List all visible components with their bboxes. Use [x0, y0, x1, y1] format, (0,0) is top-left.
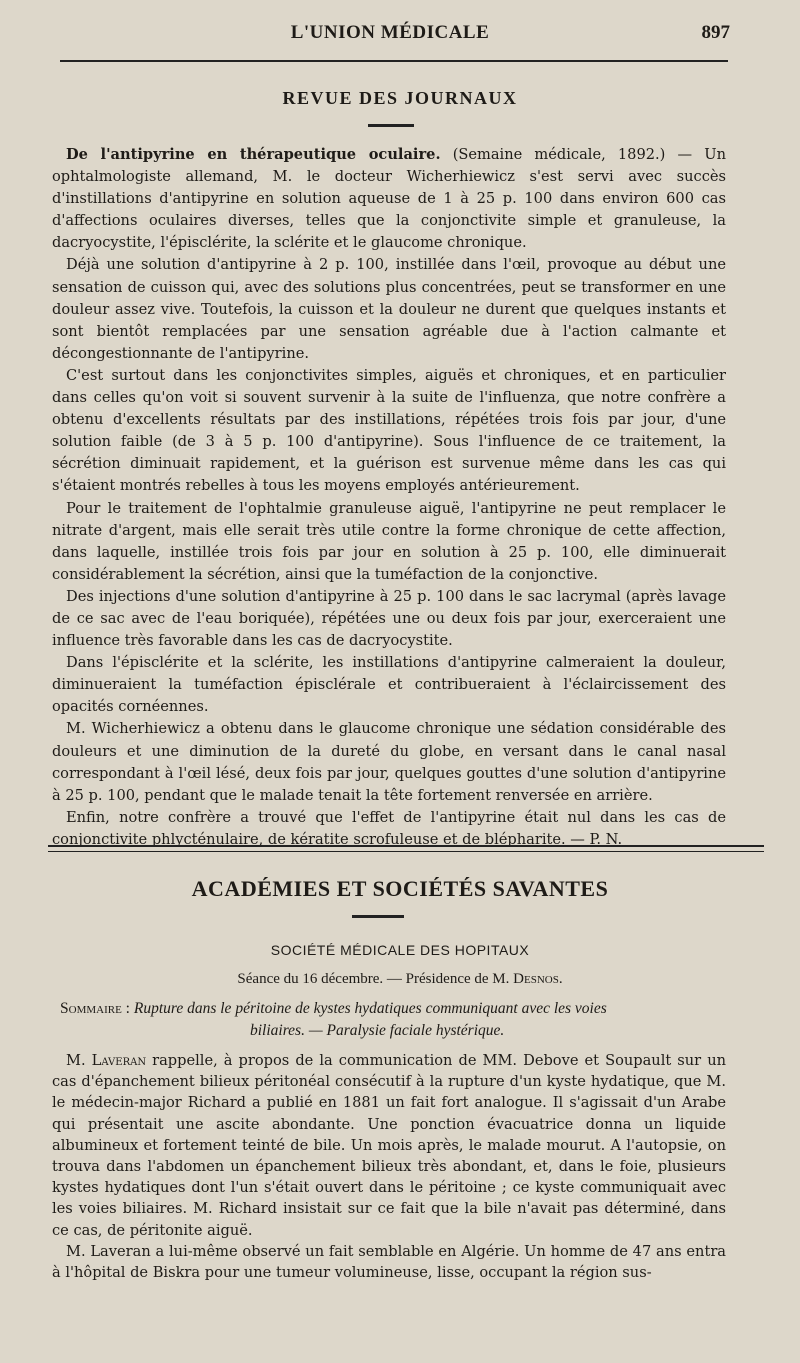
paragraph: M. Laveran a lui-même observé un fait semblable en Algérie. Un homme de 47 ans entra à l'hôpital de Biskra pour une tumeur volumineuse, lisse, occupant la région sus- — [52, 1242, 726, 1282]
paragraph: Dans l'épisclérite et la sclérite, les instillations d'antipyrine calmeraient la douleur, diminueraient la tuméfaction épisclérale et contribueraient à l'éclaircissement des opacités cornéennes. — [52, 654, 726, 716]
paragraph: De l'antipyrine en thérapeutique oculaire. (Semaine médicale, 1892.) — Un ophtalmologiste allemand, M. le docteur Wicherhiewicz s'est servi avec succès d'instillations d'antipyrine en solution aqueuse de 1 à 25 p. 100 dans environ 600 cas d'affections oculaires diverses, telles que la conjonctivite simple et granuleuse, la dacryocystite, l'épisclérite, la sclérite et le glaucome chronique. — [52, 146, 726, 252]
title-rule — [368, 124, 414, 127]
article-antipyrine — [52, 144, 726, 851]
society-name: SOCIÉTÉ MÉDICALE DES HOPITAUX — [270, 942, 530, 958]
session-line: Séance du 16 décembre. — Présidence de M. Desnos. — [237, 971, 563, 987]
paragraph: Déjà une solution d'antipyrine à 2 p. 100, instillée dans l'œil, provoque au début une sensation de cuisson qui, avec des solutions plus concentrées, peut se transformer en une douleur assez vive. Toutefois, la cuisson et la douleur ne durent que quelques instants et sont bientôt remplacées par une sensation agréable due à l'action calmante et décongestionnante de l'antipyrine. — [52, 256, 726, 362]
section-title-academies: ACADÉMIES ET SOCIÉTÉS SAVANTES — [191, 876, 609, 901]
paragraph: M. Wicherhiewicz a obtenu dans le glaucome chronique une sédation considérable des douleurs et une diminution de la dureté du globe, en versant dans le canal nasal correspondant à l'œil lésé, deux fois par jour, quelques gouttes d'une solution d'antipyrine à 25 p. 100, pendant que le malade tenait la tête fortement renversée en arrière. — [52, 720, 726, 804]
summary-label: Sommaire — [60, 1000, 122, 1017]
header-rule — [60, 60, 728, 62]
running-head — [52, 22, 728, 48]
paragraph: Enfin, notre confrère a trouvé que l'effet de l'antipyrine était nul dans les cas de conjonctivite phlycténulaire, de kératite scrofuleuse et de blépharite. — P. N. — [52, 808, 726, 848]
title-rule — [352, 915, 404, 918]
paragraph: M. Laveran rappelle, à propos de la communication de MM. Debove et Soupault sur un cas d'épanchement bilieux péritonéal consécutif à la rupture d'un kyste hydatique, que M. le médecin-major Richard a publié en 1881 un fait fort analogue. Il s'agissait d'un Arabe qui présentait une ascite abondante. Une ponction évacuatrice donna un liquide albumineux et fortement teinté de bile. Un mois après, le malade mourut. A l'autopsie, on trouva dans l'abdomen un épanchement bilieux très abondant, et, dans le foie, plusieurs kystes hydatiques dont l'un s'était ouvert dans le péritoine ; ce kyste communiquait avec les voies biliaires. M. Richard insistait sur ce fait que la bile n'avait pas déterminé, dans ce cas, de péritonite aiguë. — [52, 1052, 726, 1239]
summary: Sommaire : Rupture dans le péritoine de kystes hydatiques communiquant avec les voies biliaires. — Paralysie faciale hystérique. — [60, 998, 720, 1042]
page-number: 897 — [701, 22, 730, 43]
section-title-reviews: REVUE DES JOURNAUX — [282, 88, 518, 108]
article-source: (Semaine médicale, 1892.) — — [440, 146, 705, 163]
paragraph: Des injections d'une solution d'antipyrine à 25 p. 100 dans le sac lacrymal (après lavage de ce sac avec de l'eau boriquée), répétées une ou deux fois par jour, exerceraient une influence très favorable dans les cas de dacryocystite. — [52, 587, 726, 650]
section-divider — [48, 845, 764, 852]
paragraph: Pour le traitement de l'ophtalmie granuleuse aiguë, l'antipyrine ne peut remplacer le nitrate d'argent, mais elle serait très utile contre la forme chronique de cette affection, dans laquelle, instillée trois fois par jour en solution à 25 p. 100, elle diminuerait considérablement la sécrétion, ainsi que la tuméfaction de la conjonctive. — [52, 499, 726, 583]
summary-topics-cont: biliaires. — Paralysie faciale hystérique. — [250, 1022, 505, 1039]
paragraph: C'est surtout dans les conjonctivites simples, aiguës et chroniques, et en particulier dans celles qu'on voit si souvent survenir à la suite de l'influenza, que notre confrère a obtenu d'excellents résultats par des instillations, répétées trois fois par jour, d'une solution faible (de 3 à 5 p. 100 d'antipyrine). Sous l'influence de ce traitement, la sécrétion diminuait rapidement, et la guérison est survenue même dans les cas qui s'étaient montrés rebelles à tous les moyens employés antérieurement. — [52, 366, 726, 495]
article-title: De l'antipyrine en thérapeutique oculaire. — [66, 146, 441, 163]
summary-topics: Rupture dans le péritoine de kystes hydatiques communiquant avec les voies — [133, 1000, 607, 1017]
journal-title: L'UNION MÉDICALE — [290, 22, 490, 43]
speaker-name: Laveran — [91, 1052, 147, 1069]
society-report — [52, 1050, 726, 1283]
president-name: Desnos — [513, 971, 559, 987]
